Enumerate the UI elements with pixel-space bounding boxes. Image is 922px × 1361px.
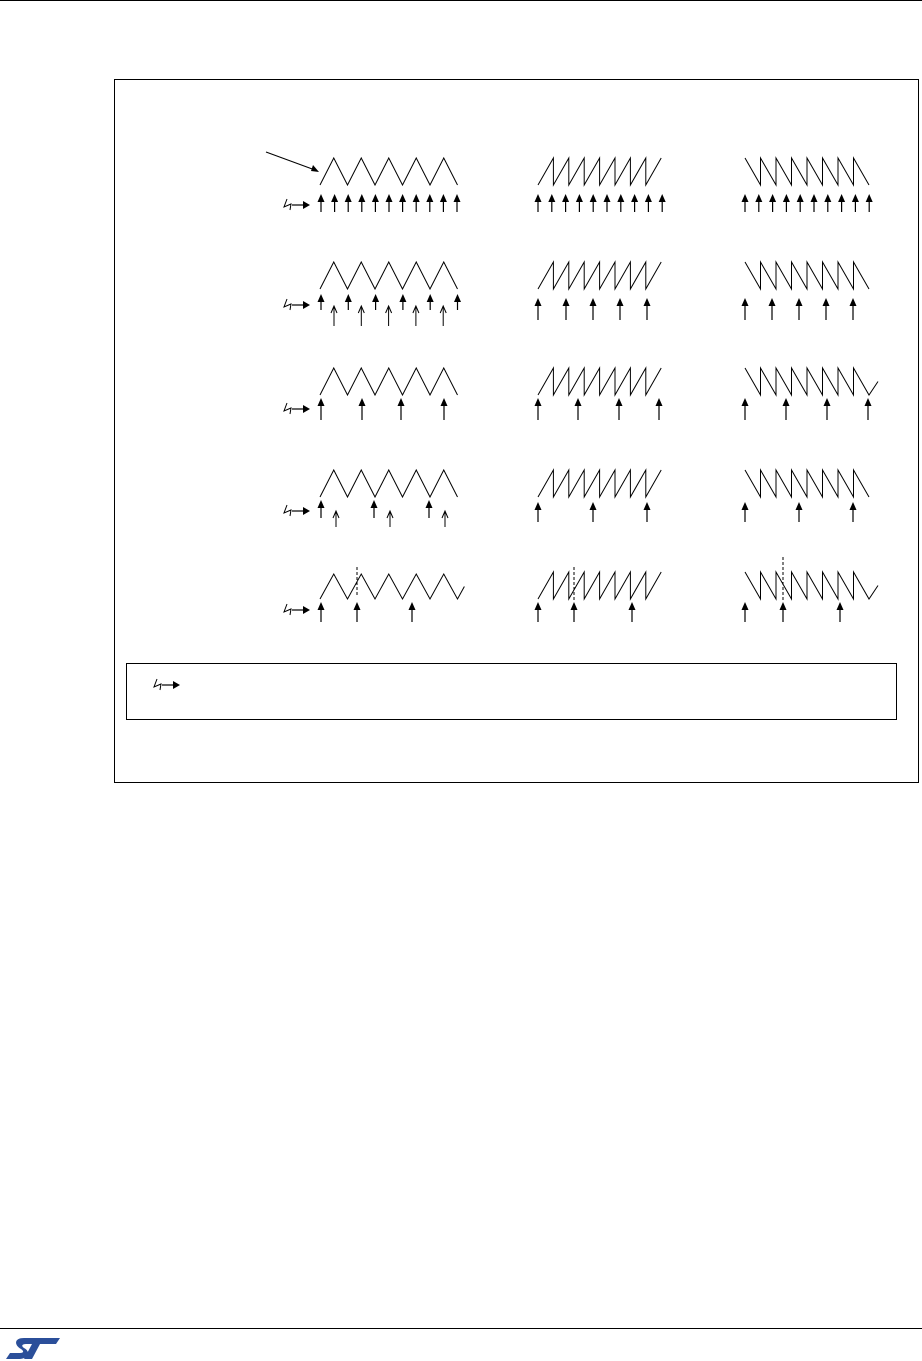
update-event-arrow xyxy=(656,398,663,420)
sawtooth-up-wave xyxy=(538,470,661,497)
update-event-arrow xyxy=(372,294,379,310)
update-event-arrow xyxy=(359,398,366,420)
update-event-arrow xyxy=(354,602,361,622)
update-event-arrow xyxy=(797,194,804,212)
update-event-arrow xyxy=(576,194,583,212)
footer-rule xyxy=(0,1328,922,1329)
update-event-arrow xyxy=(866,194,873,212)
update-event-arrow xyxy=(345,194,352,212)
update-event-arrow xyxy=(617,298,624,320)
counter-event-arrow xyxy=(386,306,392,326)
update-event-arrow xyxy=(742,502,749,522)
update-event-arrow xyxy=(742,194,749,212)
update-event-arrow xyxy=(535,398,542,420)
trigger-symbols xyxy=(154,199,310,690)
update-event-arrow xyxy=(454,294,461,310)
update-event-arrow xyxy=(852,194,859,212)
triangle-wave xyxy=(320,470,458,497)
waveforms xyxy=(320,158,878,600)
update-event-arrow xyxy=(318,194,325,212)
update-event-arrow xyxy=(345,294,352,310)
update-event-arrow xyxy=(604,194,611,212)
sawtooth-down-wave xyxy=(745,368,878,395)
update-event-arrow xyxy=(562,194,569,212)
update-event-arrow xyxy=(659,194,666,212)
counter-event-arrow xyxy=(331,306,337,326)
update-event-arrow xyxy=(318,500,325,518)
sawtooth-up-wave xyxy=(538,158,661,185)
interrupt-trigger-icon xyxy=(284,604,310,615)
update-event-arrow xyxy=(824,398,831,420)
update-event-arrow xyxy=(783,194,790,212)
legend-box xyxy=(127,664,897,720)
update-event-arrow xyxy=(629,602,636,622)
update-event-arrow xyxy=(371,500,378,518)
update-event-arrow xyxy=(426,194,433,212)
update-event-arrow xyxy=(755,194,762,212)
triangle-wave xyxy=(320,368,458,395)
triangle-wave xyxy=(320,158,458,185)
update-event-arrow xyxy=(850,298,857,320)
update-event-arrow xyxy=(823,298,830,320)
update-event-arrow xyxy=(398,398,405,420)
update-event-arrow xyxy=(838,194,845,212)
update-event-arrow xyxy=(454,194,461,212)
update-event-arrow xyxy=(535,194,542,212)
update-event-arrow xyxy=(318,602,325,622)
update-event-arrow xyxy=(331,194,338,212)
update-event-arrow xyxy=(645,194,652,212)
update-event-arrow xyxy=(837,602,844,622)
interrupt-trigger-icon xyxy=(284,403,310,414)
update-event-arrow xyxy=(399,194,406,212)
counter-event-arrow xyxy=(333,511,339,527)
update-event-arrow xyxy=(783,398,790,420)
update-event-arrow xyxy=(318,294,325,310)
counter-event-arrow xyxy=(413,306,419,326)
update-event-arrow xyxy=(769,194,776,212)
counter-event-arrow xyxy=(440,306,446,326)
update-event-arrow xyxy=(811,194,818,212)
update-event-arrow xyxy=(441,398,448,420)
update-event-arrow xyxy=(850,502,857,522)
update-event-arrow xyxy=(426,500,433,518)
update-event-arrow xyxy=(372,194,379,212)
update-event-arrow xyxy=(631,194,638,212)
sawtooth-down-wave xyxy=(745,158,869,185)
update-event-arrow xyxy=(865,398,872,420)
st-logo xyxy=(4,1336,62,1360)
update-event-arrow xyxy=(616,398,623,420)
interrupt-trigger-icon xyxy=(284,199,310,210)
sawtooth-up-wave xyxy=(538,368,661,395)
update-event-arrow xyxy=(796,502,803,522)
update-event-arrow xyxy=(440,194,447,212)
update-event-arrow xyxy=(742,602,749,622)
update-event-arrow xyxy=(796,298,803,320)
update-event-arrow xyxy=(769,298,776,320)
sawtooth-down-wave xyxy=(745,262,869,289)
figure-frame xyxy=(115,80,919,783)
update-event-arrow xyxy=(358,194,365,212)
update-event-arrow xyxy=(548,194,555,212)
interrupt-trigger-icon xyxy=(284,299,310,310)
update-event-arrow xyxy=(644,298,651,320)
counter-event-arrow xyxy=(442,511,448,527)
update-event-arrow xyxy=(535,298,542,320)
update-arrows xyxy=(318,194,873,622)
update-event-arrow xyxy=(409,602,416,622)
triangle-wave xyxy=(320,262,458,289)
update-event-arrow xyxy=(590,194,597,212)
sawtooth-down-wave xyxy=(745,572,878,599)
update-event-arrow xyxy=(780,602,787,622)
counter-event-arrow xyxy=(358,306,364,326)
update-event-arrow xyxy=(535,602,542,622)
update-event-arrow xyxy=(590,298,597,320)
update-event-arrow xyxy=(571,602,578,622)
interrupt-trigger-icon xyxy=(284,505,310,516)
update-event-arrow xyxy=(742,398,749,420)
sawtooth-down-wave xyxy=(745,470,869,497)
update-event-arrow xyxy=(427,294,434,310)
update-event-arrow xyxy=(742,298,749,320)
counter-event-arrow xyxy=(387,511,393,527)
legend-trigger-icon xyxy=(154,679,180,690)
update-event-arrow xyxy=(590,502,597,522)
sawtooth-up-wave xyxy=(538,572,661,599)
update-event-arrow xyxy=(386,194,393,212)
sawtooth-up-wave xyxy=(538,262,661,289)
update-event-arrow xyxy=(318,398,325,420)
update-event-arrow xyxy=(535,502,542,522)
update-event-arrow xyxy=(563,298,570,320)
update-event-arrow xyxy=(617,194,624,212)
update-event-arrow xyxy=(399,294,406,310)
update-event-arrow xyxy=(644,502,651,522)
update-event-arrow xyxy=(413,194,420,212)
counter-pointer-arrow xyxy=(266,152,319,172)
triangle-wave xyxy=(320,574,464,599)
update-event-arrow xyxy=(575,398,582,420)
update-event-arrow xyxy=(824,194,831,212)
